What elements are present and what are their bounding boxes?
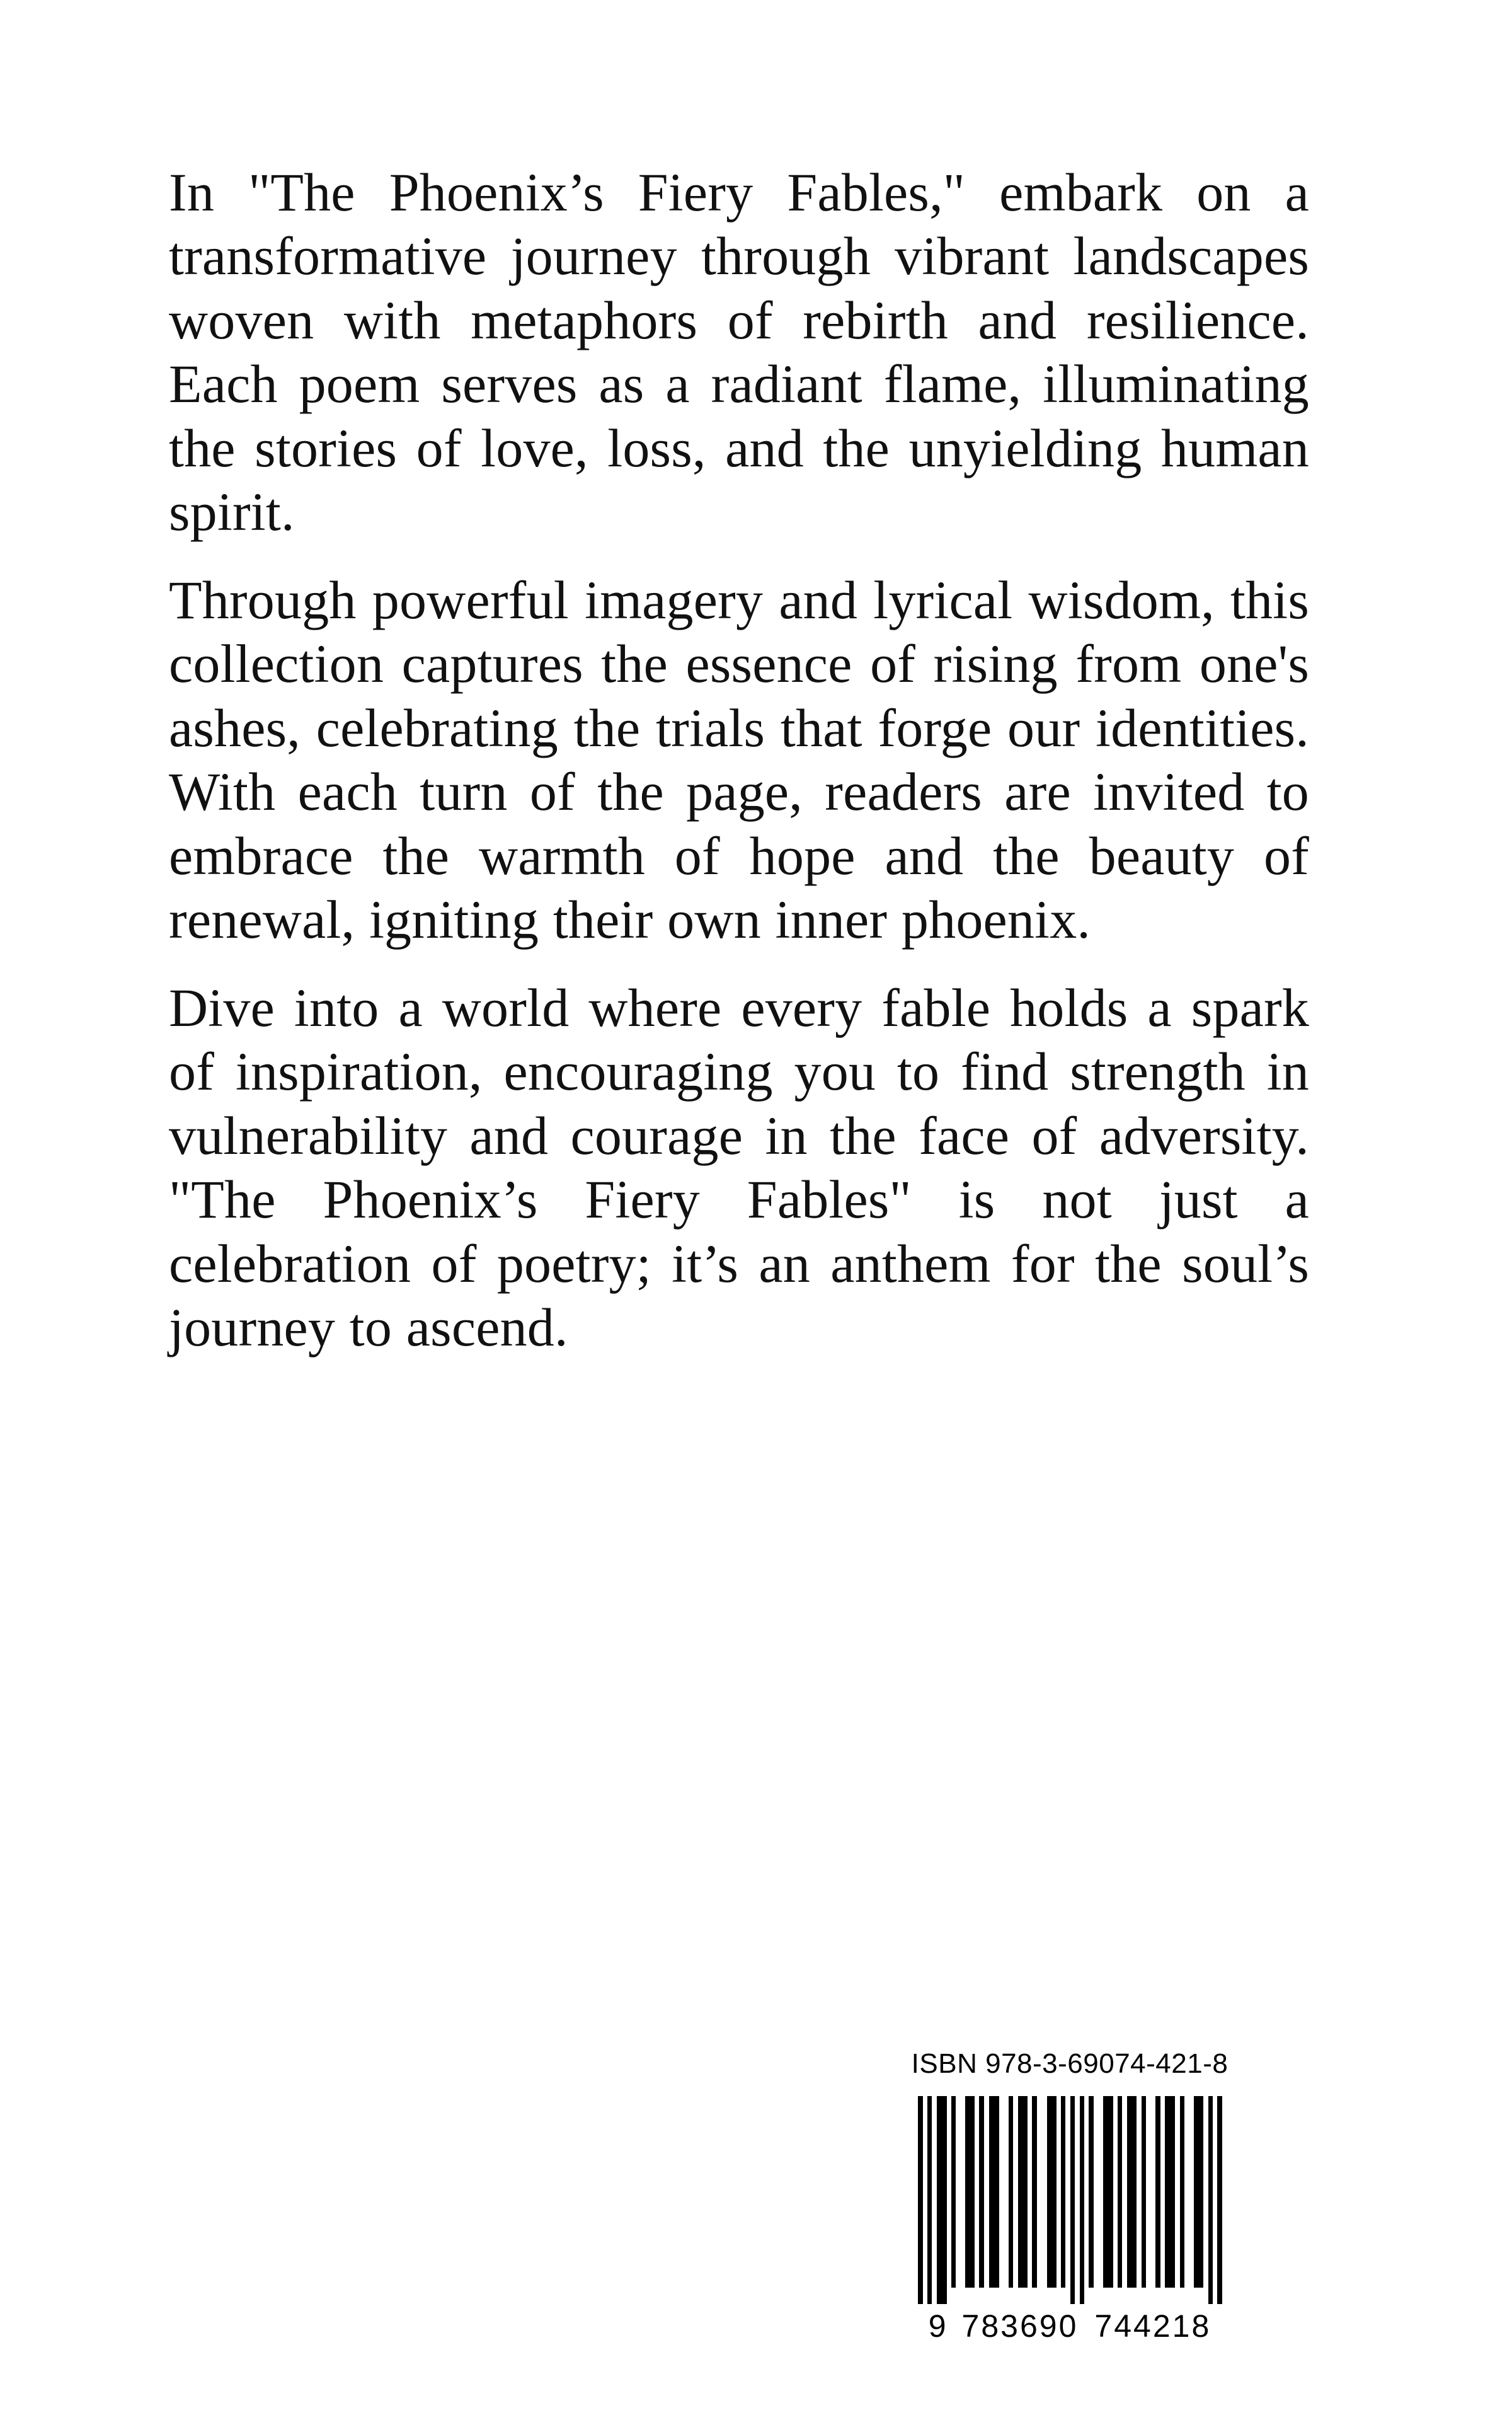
barcode-digits [893,2308,1246,2344]
blurb-paragraph-1: In "The Phoenix’s Fiery Fables," embark on a transformative journey through vibrant landscapes woven with metaphors of rebirth and resilience. Each poem serves as a radiant flame, illuminating the stories of love, loss, and the unyielding human spirit. [169,162,1309,543]
barcode-digit-lead: 9 [928,2308,948,2344]
blurb-text-block [169,161,1309,1359]
isbn-barcode-block [874,2048,1265,2344]
blurb-paragraph-2: Through powerful imagery and lyrical wisdom, this collection captures the essence of rising from one's ashes, celebrating the trials that forge our identities. With each turn of the page, readers are invited to embrace the warmth of hope and the beauty of renewal, igniting their own inner phoenix. [169,569,1309,950]
barcode-graphic [903,2096,1237,2304]
barcode-digit-group-1: 783690 [961,2308,1079,2344]
isbn-label: ISBN 978-3-69074-421-8 [911,2048,1228,2079]
barcode-digit-group-2: 744218 [1094,2308,1211,2344]
blurb-paragraph-3: Dive into a world where every fable holds a spark of inspiration, encouraging you to find strength in vulnerability and courage in the face of adversity. "The Phoenix’s Fiery Fables" is not just a celebration of poetry; it’s an anthem for the soul’s journey to ascend. [169,977,1309,1357]
